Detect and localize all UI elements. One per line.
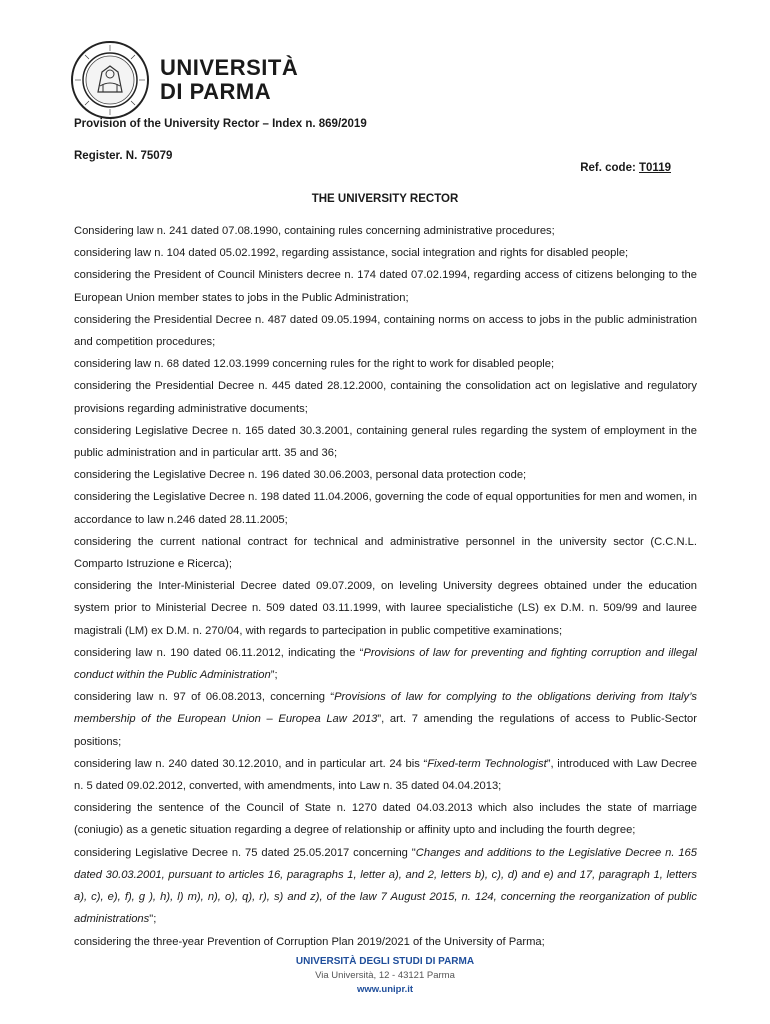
paragraph-text: "; [149,913,157,926]
cited-title: Provisions of law for preventing and fighting corruption and illegal conduct within the Public Administration [74,646,697,682]
cited-title: Changes and additions to the Legislative Decree n. 165 dated 30.03.2001, pursuant to articles 16, paragraphs 1, letter a), and 2, letters b), c), d) and e) and 17, paragraph 1, letters a), c), e), f), g ), h), l) m), n), o), q), r), s) and z), of the law 7 August 2015, n. 124, concerning the reorganization of public administrations [74,846,697,926]
considering-paragraph [74,309,697,353]
paragraph-text: ”, art. 7 amending the regulations of access to Public-Sector positions; [74,713,697,748]
considering-paragraph [74,242,697,264]
paragraph-text: considering the Presidential Decree n. 445 dated 28.12.2000, containing the consolidation act on legislative and regulatory provisions regarding administrative documents; [74,380,697,415]
university-wordmark [160,56,298,104]
provision-heading: Provision of the University Rector – Index n. 869/2019 [74,118,367,130]
reference-code-value: T0119 [639,162,671,174]
page-footer [0,955,770,997]
considering-paragraph [74,642,697,686]
considering-paragraph [74,353,697,375]
paragraph-text: considering law n. 240 dated 30.12.2010, and in particular art. 24 bis “ [74,757,428,770]
paragraph-text: considering the current national contract for technical and administrative personnel in the university sector (C.C.N.L. Comparto Istruzione e Ricerca); [74,535,697,571]
considering-paragraph [74,575,697,642]
document-body [74,220,697,953]
considering-paragraph [74,464,697,486]
cited-title: Provisions of law for complying to the obligations deriving from Italy’s membership of the European Union – Europea Law 2013 [74,691,698,726]
considering-paragraph [74,375,697,419]
considering-paragraph [74,220,697,242]
paragraph-text: considering Legislative Decree n. 165 dated 30.3.2001, containing general rules regarding the system of employment in the public administration and in particular artt. 35 and 36; [74,424,697,460]
considering-paragraph [74,686,697,753]
paragraph-text: considering Legislative Decree n. 75 dated 25.05.2017 concerning " [74,846,416,859]
considering-paragraph [74,931,697,953]
wordmark-line-1: UNIVERSITÀ [160,55,299,80]
considering-paragraph [74,486,697,530]
considering-paragraph [74,842,697,931]
register-number: Register. N. 75079 [74,150,173,162]
university-seal-icon [70,40,150,120]
footer-address: Via Università, 12 - 43121 Parma [315,970,455,981]
footer-website: www.unipr.it [356,984,414,995]
paragraph-text: considering law n. 97 of 06.08.2013, concerning “ [74,691,335,704]
considering-paragraph [74,753,697,797]
paragraph-text: considering the Presidential Decree n. 487 dated 09.05.1994, containing norms on access to jobs in the public administration and competition procedures; [74,313,697,349]
paragraph-text: considering the President of Council Ministers decree n. 174 dated 07.02.1994, regarding access of citizens belonging to the European Union member states to jobs in the Public Administration; [74,269,697,304]
reference-code-label: Ref. code: [580,162,640,174]
considering-paragraph [74,531,697,575]
reference-code [580,162,671,174]
footer-university-name: UNIVERSITÀ DEGLI STUDI DI PARMA [295,956,475,967]
paragraph-text: Considering law n. 241 dated 07.08.1990, containing rules concerning administrative procedures; [74,225,555,237]
paragraph-text: ”, introduced with Law Decree n. 5 dated 09.02.2012, converted, with amendments, into Law n. 35 dated 04.04.2013; [74,757,697,793]
cited-title: Fixed-term Technologist [427,757,547,770]
paragraph-text: considering the three-year Prevention of Corruption Plan 2019/2021 of the University of Parma; [74,935,545,948]
paragraph-text: considering the Inter-Ministerial Decree dated 09.07.2009, on leveling University degrees obtained under the education system prior to Ministerial Decree n. 509 dated 03.11.1999, with lauree specialistiche (LS) ex D.M. n. 509/99 and lauree magistrali (LM) ex D.M. n. 270/04, with regards to partecipation in public competitive examinations; [74,580,697,637]
paragraph-text: considering the Legislative Decree n. 196 dated 30.06.2003, personal data protection code; [74,469,527,482]
considering-paragraph [74,420,697,464]
considering-paragraph [74,264,697,308]
document-title: THE UNIVERSITY RECTOR [311,193,459,205]
paragraph-text: considering the Legislative Decree n. 198 dated 11.04.2006, governing the code of equal opportunities for men and women, in accordance to law n.246 dated 28.11.2005; [74,491,697,526]
paragraph-text: considering the sentence of the Council of State n. 1270 dated 04.03.2013 which also includes the state of marriage (coniugio) as a genetic situation regarding a degree of relationship or affinity upto and including the fourth degree; [74,802,697,837]
paragraph-text: considering law n. 68 dated 12.03.1999 concerning rules for the right to work for disabled people; [74,358,555,371]
paragraph-text: ”; [270,669,278,682]
paragraph-text: considering law n. 104 dated 05.02.1992, regarding assistance, social integration and rights for disabled people; [74,247,629,260]
considering-paragraph [74,797,697,841]
wordmark-line-2: DI PARMA [160,79,272,104]
paragraph-text: considering law n. 190 dated 06.11.2012, indicating the “ [74,646,364,659]
